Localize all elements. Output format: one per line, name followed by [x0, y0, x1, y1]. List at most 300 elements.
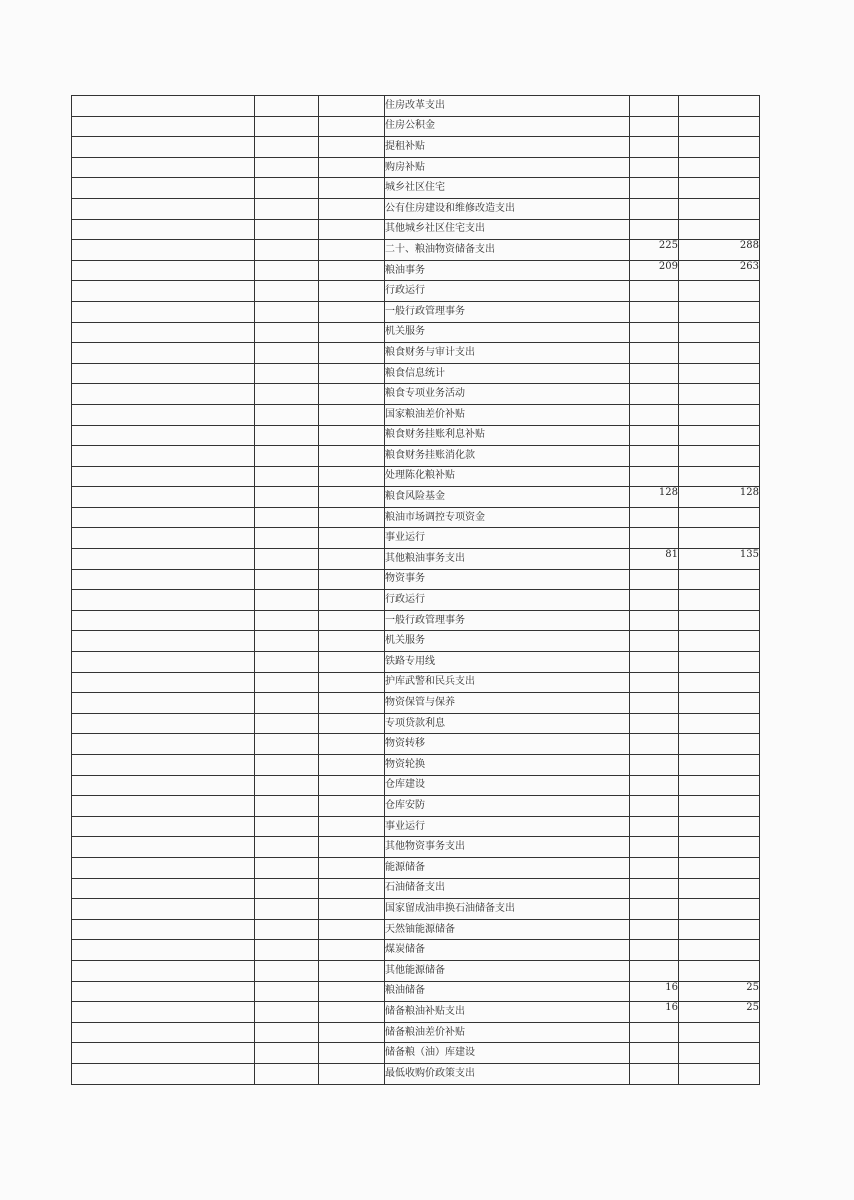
code-cell-c — [319, 569, 385, 590]
item-name-cell: 护库武警和民兵支出 — [385, 672, 630, 693]
value-cell-1 — [630, 404, 679, 425]
item-name-cell: 二十、粮油物资储备支出 — [385, 240, 630, 261]
code-cell-c — [319, 919, 385, 940]
value-cell-1 — [630, 466, 679, 487]
table-row — [72, 260, 760, 281]
code-cell-c — [319, 137, 385, 158]
table-row — [72, 1022, 760, 1043]
value-cell-2 — [679, 507, 760, 528]
code-cell-b — [255, 755, 319, 776]
code-cell-a — [72, 569, 255, 590]
value-cell-2 — [679, 1043, 760, 1064]
item-name-cell: 行政运行 — [385, 590, 630, 611]
code-cell-b — [255, 837, 319, 858]
code-cell-a — [72, 940, 255, 961]
value-cell-1 — [630, 343, 679, 364]
value-cell-1 — [630, 1043, 679, 1064]
value-cell-1 — [630, 178, 679, 199]
value-cell-2: 128 — [679, 487, 760, 508]
code-cell-a — [72, 919, 255, 940]
code-cell-c — [319, 734, 385, 755]
item-name-cell: 住房公积金 — [385, 116, 630, 137]
code-cell-b — [255, 116, 319, 137]
code-cell-c — [319, 425, 385, 446]
item-name-cell: 机关服务 — [385, 322, 630, 343]
table-row — [72, 281, 760, 302]
item-name-cell: 天然铀能源储备 — [385, 919, 630, 940]
code-cell-c — [319, 1043, 385, 1064]
code-cell-c — [319, 755, 385, 776]
table-row — [72, 755, 760, 776]
code-cell-a — [72, 219, 255, 240]
value-cell-2 — [679, 343, 760, 364]
item-name-cell: 其他物资事务支出 — [385, 837, 630, 858]
value-cell-2 — [679, 1022, 760, 1043]
table-row — [72, 734, 760, 755]
code-cell-b — [255, 713, 319, 734]
table-row — [72, 96, 760, 117]
item-name-cell: 最低收购价政策支出 — [385, 1063, 630, 1084]
value-cell-1 — [630, 281, 679, 302]
item-name-cell: 储备粮油补贴支出 — [385, 1002, 630, 1023]
value-cell-2 — [679, 816, 760, 837]
item-name-cell: 物资轮换 — [385, 755, 630, 776]
code-cell-b — [255, 322, 319, 343]
value-cell-2 — [679, 713, 760, 734]
table-row — [72, 796, 760, 817]
code-cell-c — [319, 775, 385, 796]
code-cell-c — [319, 631, 385, 652]
code-cell-a — [72, 693, 255, 714]
code-cell-b — [255, 549, 319, 570]
value-cell-2 — [679, 157, 760, 178]
value-cell-2 — [679, 322, 760, 343]
item-name-cell: 购房补贴 — [385, 157, 630, 178]
code-cell-b — [255, 919, 319, 940]
code-cell-a — [72, 1002, 255, 1023]
value-cell-2 — [679, 528, 760, 549]
code-cell-c — [319, 713, 385, 734]
table-row — [72, 157, 760, 178]
code-cell-a — [72, 404, 255, 425]
code-cell-c — [319, 549, 385, 570]
value-cell-2 — [679, 116, 760, 137]
value-cell-1: 225 — [630, 240, 679, 261]
value-cell-2 — [679, 466, 760, 487]
code-cell-b — [255, 796, 319, 817]
value-cell-1 — [630, 1063, 679, 1084]
value-cell-2 — [679, 219, 760, 240]
table-row — [72, 466, 760, 487]
value-cell-1: 16 — [630, 981, 679, 1002]
item-name-cell: 粮食风险基金 — [385, 487, 630, 508]
table-row — [72, 404, 760, 425]
value-cell-1 — [630, 631, 679, 652]
code-cell-c — [319, 198, 385, 219]
code-cell-a — [72, 960, 255, 981]
item-name-cell: 一般行政管理事务 — [385, 301, 630, 322]
item-name-cell: 国家粮油差价补贴 — [385, 404, 630, 425]
value-cell-2 — [679, 919, 760, 940]
code-cell-a — [72, 981, 255, 1002]
table-row — [72, 528, 760, 549]
code-cell-a — [72, 1043, 255, 1064]
item-name-cell: 住房改革支出 — [385, 96, 630, 117]
value-cell-1 — [630, 775, 679, 796]
code-cell-b — [255, 425, 319, 446]
code-cell-b — [255, 590, 319, 611]
item-name-cell: 机关服务 — [385, 631, 630, 652]
value-cell-1: 16 — [630, 1002, 679, 1023]
table-row — [72, 384, 760, 405]
value-cell-1 — [630, 713, 679, 734]
code-cell-a — [72, 816, 255, 837]
value-cell-2 — [679, 796, 760, 817]
code-cell-b — [255, 878, 319, 899]
code-cell-c — [319, 507, 385, 528]
item-name-cell: 物资保管与保养 — [385, 693, 630, 714]
value-cell-2 — [679, 775, 760, 796]
code-cell-c — [319, 343, 385, 364]
code-cell-c — [319, 363, 385, 384]
code-cell-b — [255, 631, 319, 652]
code-cell-c — [319, 240, 385, 261]
value-cell-1 — [630, 137, 679, 158]
code-cell-c — [319, 940, 385, 961]
code-cell-a — [72, 713, 255, 734]
code-cell-b — [255, 137, 319, 158]
code-cell-b — [255, 672, 319, 693]
table-row — [72, 198, 760, 219]
table-row — [72, 652, 760, 673]
table-row — [72, 590, 760, 611]
code-cell-c — [319, 816, 385, 837]
code-cell-a — [72, 878, 255, 899]
code-cell-c — [319, 466, 385, 487]
table-row — [72, 487, 760, 508]
value-cell-2 — [679, 1063, 760, 1084]
value-cell-1 — [630, 672, 679, 693]
value-cell-1 — [630, 198, 679, 219]
value-cell-1 — [630, 919, 679, 940]
table-row — [72, 446, 760, 467]
item-name-cell: 粮油事务 — [385, 260, 630, 281]
code-cell-c — [319, 652, 385, 673]
item-name-cell: 储备粮油差价补贴 — [385, 1022, 630, 1043]
code-cell-a — [72, 672, 255, 693]
value-cell-2 — [679, 590, 760, 611]
code-cell-a — [72, 116, 255, 137]
value-cell-1 — [630, 425, 679, 446]
item-name-cell: 能源储备 — [385, 857, 630, 878]
code-cell-a — [72, 507, 255, 528]
item-name-cell: 城乡社区住宅 — [385, 178, 630, 199]
code-cell-b — [255, 96, 319, 117]
code-cell-c — [319, 981, 385, 1002]
table-row — [72, 1002, 760, 1023]
value-cell-2: 263 — [679, 260, 760, 281]
value-cell-1 — [630, 755, 679, 776]
code-cell-c — [319, 260, 385, 281]
code-cell-c — [319, 590, 385, 611]
item-name-cell: 其他城乡社区住宅支出 — [385, 219, 630, 240]
code-cell-a — [72, 96, 255, 117]
table-row — [72, 569, 760, 590]
item-name-cell: 国家留成油串换石油储备支出 — [385, 899, 630, 920]
code-cell-c — [319, 610, 385, 631]
code-cell-b — [255, 960, 319, 981]
value-cell-1 — [630, 219, 679, 240]
table-row — [72, 981, 760, 1002]
value-cell-2 — [679, 755, 760, 776]
code-cell-a — [72, 301, 255, 322]
code-cell-a — [72, 1063, 255, 1084]
table-row — [72, 137, 760, 158]
code-cell-b — [255, 157, 319, 178]
code-cell-b — [255, 198, 319, 219]
code-cell-b — [255, 693, 319, 714]
item-name-cell: 粮食财务与审计支出 — [385, 343, 630, 364]
item-name-cell: 物资转移 — [385, 734, 630, 755]
value-cell-2 — [679, 734, 760, 755]
table-row — [72, 363, 760, 384]
value-cell-1 — [630, 837, 679, 858]
code-cell-a — [72, 610, 255, 631]
value-cell-1 — [630, 857, 679, 878]
code-cell-b — [255, 507, 319, 528]
table-row — [72, 631, 760, 652]
code-cell-a — [72, 755, 255, 776]
code-cell-a — [72, 899, 255, 920]
item-name-cell: 其他能源储备 — [385, 960, 630, 981]
value-cell-1 — [630, 157, 679, 178]
value-cell-1 — [630, 507, 679, 528]
table-row — [72, 919, 760, 940]
code-cell-b — [255, 1002, 319, 1023]
code-cell-b — [255, 857, 319, 878]
code-cell-a — [72, 1022, 255, 1043]
value-cell-1 — [630, 528, 679, 549]
code-cell-c — [319, 857, 385, 878]
code-cell-b — [255, 1043, 319, 1064]
table-row — [72, 219, 760, 240]
table-row — [72, 301, 760, 322]
value-cell-2: 135 — [679, 549, 760, 570]
value-cell-2 — [679, 446, 760, 467]
code-cell-c — [319, 878, 385, 899]
table-row — [72, 178, 760, 199]
value-cell-2 — [679, 837, 760, 858]
value-cell-2 — [679, 425, 760, 446]
value-cell-2 — [679, 301, 760, 322]
table-row — [72, 899, 760, 920]
code-cell-c — [319, 1002, 385, 1023]
code-cell-c — [319, 96, 385, 117]
table-row — [72, 816, 760, 837]
table-row — [72, 878, 760, 899]
item-name-cell: 粮食信息统计 — [385, 363, 630, 384]
value-cell-1 — [630, 960, 679, 981]
value-cell-2 — [679, 363, 760, 384]
table-row — [72, 322, 760, 343]
table-row — [72, 837, 760, 858]
code-cell-b — [255, 240, 319, 261]
item-name-cell: 铁路专用线 — [385, 652, 630, 673]
code-cell-a — [72, 240, 255, 261]
item-name-cell: 处理陈化粮补贴 — [385, 466, 630, 487]
item-name-cell: 事业运行 — [385, 816, 630, 837]
item-name-cell: 粮食专项业务活动 — [385, 384, 630, 405]
code-cell-a — [72, 446, 255, 467]
value-cell-1: 209 — [630, 260, 679, 281]
code-cell-c — [319, 528, 385, 549]
code-cell-b — [255, 569, 319, 590]
value-cell-2 — [679, 404, 760, 425]
code-cell-b — [255, 363, 319, 384]
value-cell-1 — [630, 569, 679, 590]
value-cell-2 — [679, 569, 760, 590]
code-cell-a — [72, 157, 255, 178]
value-cell-2 — [679, 96, 760, 117]
value-cell-1: 81 — [630, 549, 679, 570]
code-cell-b — [255, 528, 319, 549]
code-cell-b — [255, 178, 319, 199]
code-cell-a — [72, 796, 255, 817]
code-cell-a — [72, 178, 255, 199]
code-cell-a — [72, 137, 255, 158]
code-cell-c — [319, 899, 385, 920]
item-name-cell: 行政运行 — [385, 281, 630, 302]
code-cell-a — [72, 857, 255, 878]
item-name-cell: 其他粮油事务支出 — [385, 549, 630, 570]
value-cell-1 — [630, 384, 679, 405]
item-name-cell: 专项贷款利息 — [385, 713, 630, 734]
code-cell-b — [255, 981, 319, 1002]
code-cell-a — [72, 775, 255, 796]
budget-table — [71, 95, 760, 1085]
value-cell-2 — [679, 281, 760, 302]
code-cell-c — [319, 796, 385, 817]
code-cell-c — [319, 404, 385, 425]
code-cell-a — [72, 487, 255, 508]
code-cell-b — [255, 816, 319, 837]
code-cell-a — [72, 322, 255, 343]
item-name-cell: 物资事务 — [385, 569, 630, 590]
code-cell-c — [319, 301, 385, 322]
code-cell-b — [255, 219, 319, 240]
code-cell-b — [255, 610, 319, 631]
item-name-cell: 粮食财务挂账消化款 — [385, 446, 630, 467]
value-cell-2 — [679, 384, 760, 405]
table-row — [72, 857, 760, 878]
value-cell-2 — [679, 178, 760, 199]
value-cell-1 — [630, 734, 679, 755]
value-cell-1 — [630, 693, 679, 714]
value-cell-2: 288 — [679, 240, 760, 261]
item-name-cell: 石油储备支出 — [385, 878, 630, 899]
item-name-cell: 粮食财务挂账利息补贴 — [385, 425, 630, 446]
table-row — [72, 549, 760, 570]
code-cell-b — [255, 899, 319, 920]
code-cell-c — [319, 693, 385, 714]
table-row — [72, 713, 760, 734]
budget-table-body — [72, 96, 760, 1085]
code-cell-b — [255, 281, 319, 302]
value-cell-1 — [630, 96, 679, 117]
item-name-cell: 粮油市场调控专项资金 — [385, 507, 630, 528]
value-cell-1 — [630, 116, 679, 137]
code-cell-b — [255, 301, 319, 322]
table-row — [72, 672, 760, 693]
code-cell-a — [72, 198, 255, 219]
code-cell-b — [255, 404, 319, 425]
value-cell-2: 25 — [679, 981, 760, 1002]
value-cell-1 — [630, 878, 679, 899]
item-name-cell: 粮油储备 — [385, 981, 630, 1002]
value-cell-1 — [630, 446, 679, 467]
item-name-cell: 事业运行 — [385, 528, 630, 549]
item-name-cell: 煤炭储备 — [385, 940, 630, 961]
code-cell-b — [255, 466, 319, 487]
code-cell-c — [319, 1022, 385, 1043]
code-cell-a — [72, 734, 255, 755]
value-cell-1 — [630, 363, 679, 384]
value-cell-1 — [630, 899, 679, 920]
value-cell-2 — [679, 693, 760, 714]
code-cell-b — [255, 487, 319, 508]
table-row — [72, 940, 760, 961]
item-name-cell: 仓库建设 — [385, 775, 630, 796]
code-cell-c — [319, 446, 385, 467]
code-cell-a — [72, 343, 255, 364]
code-cell-c — [319, 281, 385, 302]
code-cell-b — [255, 1022, 319, 1043]
value-cell-2 — [679, 899, 760, 920]
code-cell-a — [72, 363, 255, 384]
value-cell-2 — [679, 960, 760, 981]
table-row — [72, 425, 760, 446]
value-cell-1 — [630, 322, 679, 343]
code-cell-b — [255, 343, 319, 364]
item-name-cell: 提租补贴 — [385, 137, 630, 158]
value-cell-2 — [679, 631, 760, 652]
code-cell-c — [319, 384, 385, 405]
code-cell-a — [72, 631, 255, 652]
code-cell-b — [255, 1063, 319, 1084]
code-cell-c — [319, 322, 385, 343]
item-name-cell: 一般行政管理事务 — [385, 610, 630, 631]
item-name-cell: 公有住房建设和维修改造支出 — [385, 198, 630, 219]
code-cell-c — [319, 1063, 385, 1084]
table-row — [72, 775, 760, 796]
table-row — [72, 693, 760, 714]
value-cell-1 — [630, 610, 679, 631]
table-row — [72, 960, 760, 981]
item-name-cell: 仓库安防 — [385, 796, 630, 817]
code-cell-c — [319, 672, 385, 693]
value-cell-2 — [679, 878, 760, 899]
value-cell-2 — [679, 610, 760, 631]
value-cell-1 — [630, 796, 679, 817]
value-cell-2 — [679, 137, 760, 158]
value-cell-2 — [679, 198, 760, 219]
code-cell-c — [319, 219, 385, 240]
value-cell-2: 25 — [679, 1002, 760, 1023]
code-cell-c — [319, 837, 385, 858]
table-row — [72, 1063, 760, 1084]
value-cell-1: 128 — [630, 487, 679, 508]
value-cell-2 — [679, 672, 760, 693]
